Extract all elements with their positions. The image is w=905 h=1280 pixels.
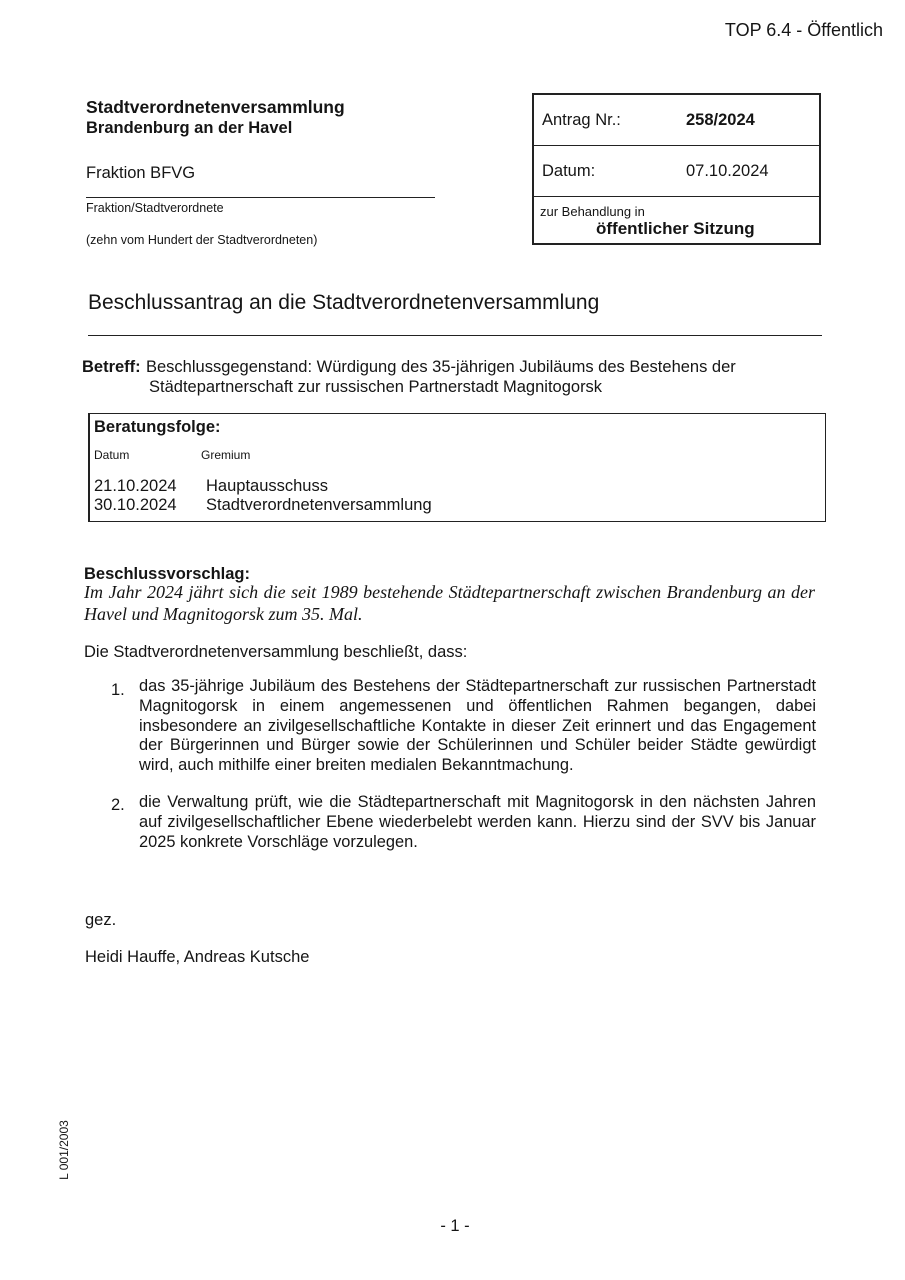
betreff-line: Städtepartnerschaft zur russischen Partnerstadt Magnitogorsk <box>149 378 603 396</box>
list-item-number: 2. <box>111 796 125 814</box>
behandlung-label: zur Behandlung in <box>540 204 645 219</box>
list-item-line: insbesondere an zivilgesellschaftliche Kontakte in dieser Zeit erinnert und das Engagement <box>139 716 816 735</box>
signature-gez: gez. <box>85 911 117 929</box>
top-label: TOP 6.4 - Öffentlich <box>724 20 883 40</box>
faction-caption: Fraktion/Stadtverordnete <box>86 201 224 215</box>
list-item <box>139 793 816 852</box>
faction-underline <box>86 197 435 198</box>
list-item-line: wird, auch mithilfe einer breiten medialen Bekanntmachung. <box>139 756 574 774</box>
page-number: - 1 - <box>440 1217 470 1235</box>
betreff-label: Betreff: <box>82 358 141 376</box>
datum-value: 07.10.2024 <box>686 162 769 180</box>
resolution-lead: Die Stadtverordnetenversammlung beschließt, dass: <box>84 643 468 661</box>
org-name-line2: Brandenburg an der Havel <box>86 119 293 137</box>
signature-names: Heidi Hauffe, Andreas Kutsche <box>85 948 310 966</box>
beratung-row-date: 21.10.2024 <box>94 477 177 495</box>
intro-line: Havel und Magnitogorsk zum 35. Mal. <box>84 604 363 624</box>
beratung-row-gremium: Hauptausschuss <box>206 477 328 495</box>
list-item-line: 2025 konkrete Vorschläge vorzulegen. <box>139 832 418 851</box>
form-code: L 001/2003 <box>57 1120 71 1180</box>
info-box-divider <box>534 145 819 146</box>
list-item-line: der Bürgerinnen und Bürger sowie der Schülerinnen und Schüler beider Städte gewürdigt <box>139 736 816 755</box>
datum-label: Datum: <box>542 162 596 180</box>
list-item-line: auf zivilgesellschaftlicher Ebene wiederbelebt werden kann. Hierzu sind der SVV bis Januar <box>139 812 816 831</box>
list-item <box>139 677 816 776</box>
betreff-line: Beschlussgegenstand: Würdigung des 35-jährigen Jubiläums des Bestehens der <box>146 358 736 376</box>
beschlussvorschlag-heading: Beschlussvorschlag: <box>84 565 250 583</box>
faction-note: (zehn vom Hundert der Stadtverordneten) <box>86 233 318 247</box>
behandlung-value: öffentlicher Sitzung <box>596 219 755 238</box>
org-name-line1: Stadtverordnetenversammlung <box>86 97 345 117</box>
info-box-divider <box>534 196 819 197</box>
beratungsfolge-heading: Beratungsfolge: <box>94 418 221 436</box>
title-underline <box>88 335 822 336</box>
antrag-label: Antrag Nr.: <box>542 111 621 129</box>
beratungsfolge-box <box>88 413 826 522</box>
list-item-line: das 35-jährige Jubiläum des Bestehens der Städtepartnerschaft zur russischen Partnerstadt <box>139 677 816 695</box>
page-title: Beschlussantrag an die Stadtverordnetenversammlung <box>88 291 600 314</box>
column-header-datum: Datum <box>94 448 130 462</box>
beratung-row-date: 30.10.2024 <box>94 496 177 514</box>
intro-line: Im Jahr 2024 jährt sich die seit 1989 bestehende Städtepartnerschaft zwischen Brandenburg an der <box>84 582 815 602</box>
column-header-gremium: Gremium <box>201 448 251 462</box>
info-box <box>532 93 821 245</box>
list-item-line: Magnitogorsk in einem angemessenen und öffentlichen Rahmen begangen, dabei <box>139 696 816 715</box>
antrag-number: 258/2024 <box>686 111 755 129</box>
beschlussvorschlag-intro <box>84 581 815 625</box>
list-item-number: 1. <box>111 681 125 699</box>
list-item-line: die Verwaltung prüft, wie die Städtepartnerschaft mit Magnitogorsk in den nächsten Jahren <box>139 793 816 811</box>
beratung-row-gremium: Stadtverordnetenversammlung <box>206 496 432 514</box>
faction-name: Fraktion BFVG <box>86 164 196 182</box>
